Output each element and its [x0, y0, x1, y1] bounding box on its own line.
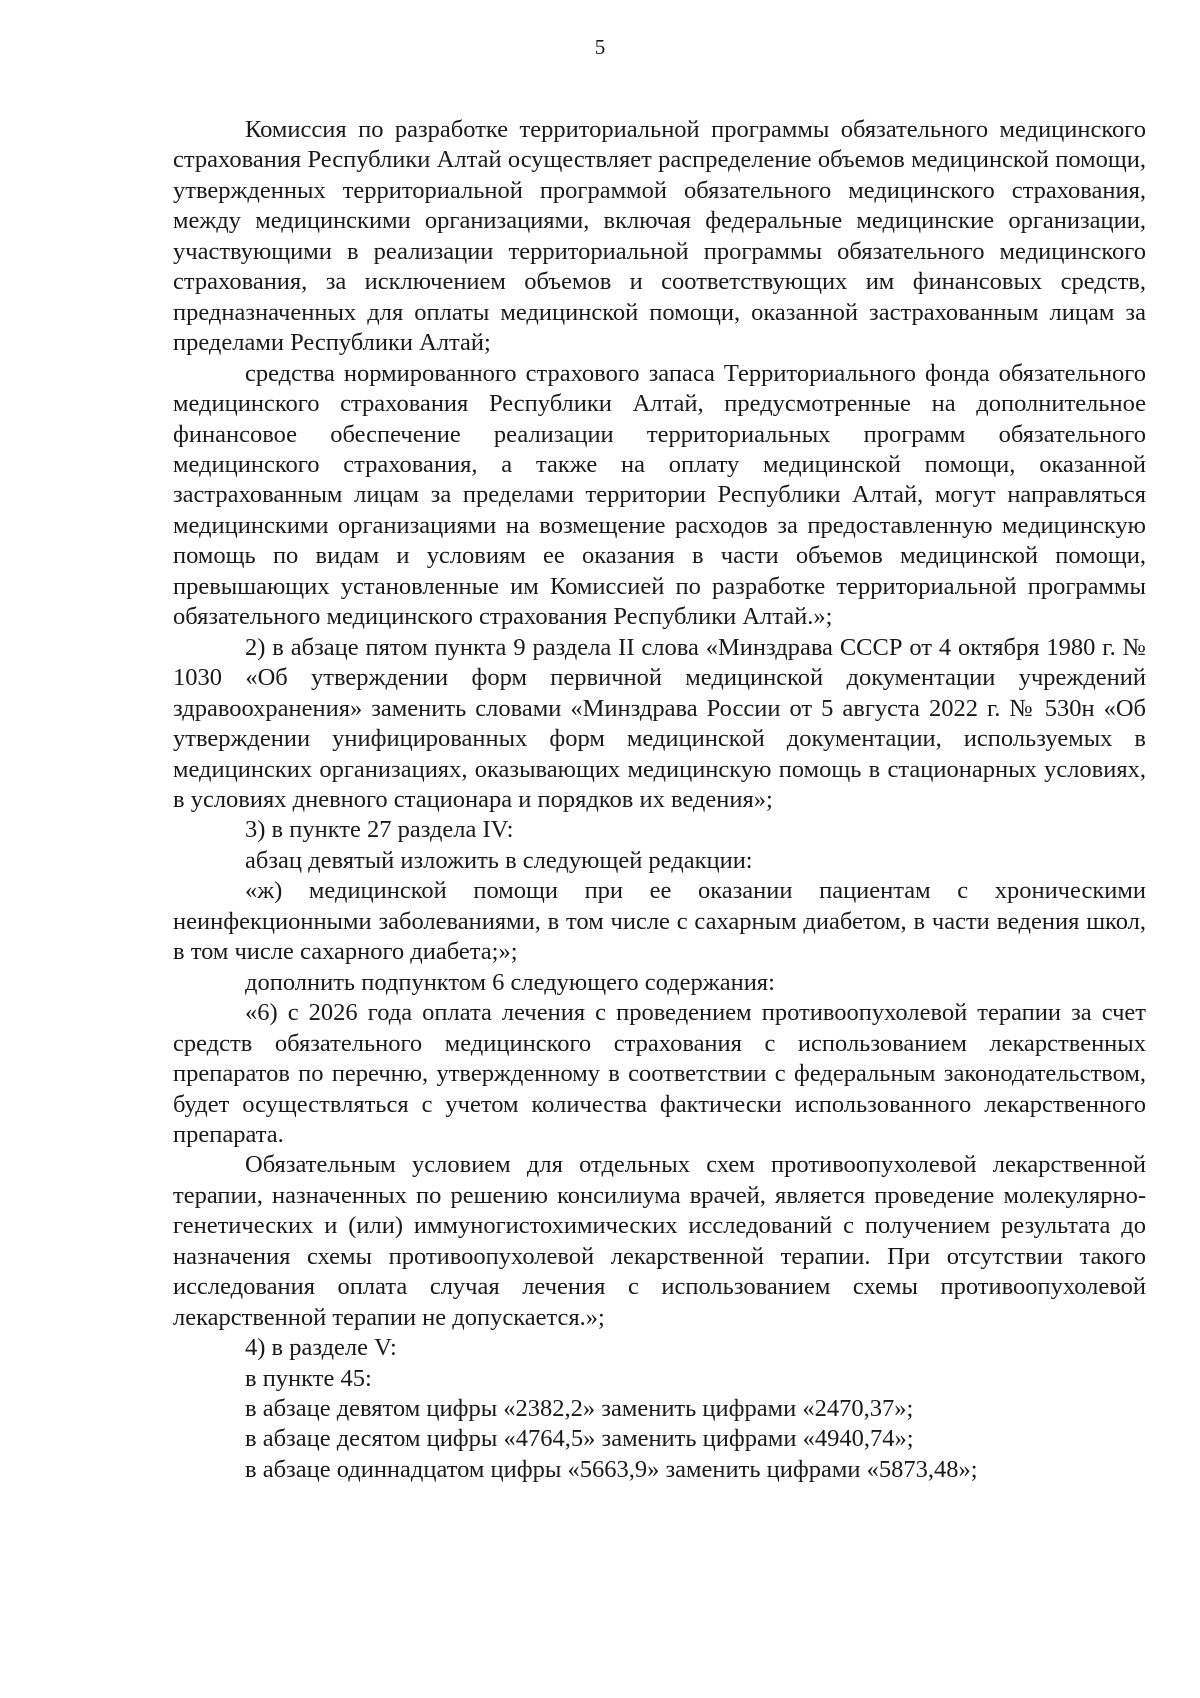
paragraph-mandatory-condition: Обязательным условием для отдельных схем противоопухолевой лекарственной терапии, назначенных по решению консилиума врачей, является проведение молекулярно-генетических и (или) иммуногистохимических исследований с получением результата до назначения схемы противоопухолевой лекарственной терапии. При отсутствии такого исследования оплата случая лечения с использованием схемы противоопухолевой лекарственной терапии не допускается.»; [173, 1151, 1146, 1331]
paragraph-commission: Комиссия по разработке территориальной программы обязательного медицинского страхования Республики Алтай осуществляет распределение объемов медицинской помощи, утвержденных территориальной программой обязательного медицинского страхования, между медицинскими организациями, включая федеральные медицинские организации, участвующими в реализации территориальной программы обязательного медицинского страхования, за исключением объемов и соответствующих им финансовых средств, предназначенных для оплаты медицинской помощи, оказанной застрахованным лицам за пределами Республики Алтай; [173, 116, 1146, 357]
paragraph-subitem-zh: «ж) медицинской помощи при ее оказании пациентам с хроническими неинфекционными заболеваниями, в том числе с сахарным диабетом, в части ведения школ, в том числе сахарного диабета;»; [173, 877, 1146, 966]
paragraph-item-2: 2) в абзаце пятом пункта 9 раздела II слова «Минздрава СССР от 4 октября 1980 г. № 1030 «Об утверждении форм первичной медицинской документации учреждений здравоохранения» заменить словами «Минздрава России от 5 августа 2022 г. № 530н «Об утверждении унифицированных форм медицинской документации, используемых в медицинских организациях, оказывающих медицинскую помощь в стационарных условиях, в условиях дневного стационара и порядков их ведения»; [173, 633, 1146, 813]
paragraph-reserve-funds: средства нормированного страхового запаса Территориального фонда обязательного медицинского страхования Республики Алтай, предусмотренные на дополнительное финансовое обеспечение реализации территориальных программ обязательного медицинского страхования, а также на оплату медицинской помощи, оказанной застрахованным лицам за пределами территории Республики Алтай, могут направляться медицинскими организациями на возмещение расходов за предоставленную медицинскую помощь по видам и условиям ее оказания в части объемов медицинской помощи, превышающих установленные им Комиссией по разработке территориальной программы обязательного медицинского страхования Республики Алтай.»; [173, 359, 1146, 631]
page-number: 5 [594, 35, 606, 59]
paragraph-subitem-6: «6) с 2026 года оплата лечения с проведением противоопухолевой терапии за счет средств обязательного медицинского страхования с использованием лекарственных препаратов по перечню, утвержденному в соответствии с федеральным законодательством, будет осуществляться с учетом количества фактически использованного лекарственного препарата. [173, 999, 1146, 1148]
paragraph-add-subitem: дополнить подпунктом 6 следующего содержания: [245, 968, 775, 996]
document-body [173, 115, 1146, 1485]
paragraph-item-3: 3) в пункте 27 раздела IV: [245, 816, 514, 844]
paragraph-point-45: в пункте 45: [245, 1364, 372, 1392]
paragraph-item-4: 4) в разделе V: [245, 1334, 397, 1362]
paragraph-eleventh-figures: в абзаце одиннадцатом цифры «5663,9» заменить цифрами «5873,48»; [245, 1455, 978, 1483]
paragraph-tenth-figures: в абзаце десятом цифры «4764,5» заменить цифрами «4940,74»; [245, 1425, 914, 1453]
paragraph-ninth-figures: в абзаце девятом цифры «2382,2» заменить цифрами «2470,37»; [245, 1395, 914, 1423]
paragraph-ninth-clause: абзац девятый изложить в следующей редакции: [245, 846, 753, 874]
